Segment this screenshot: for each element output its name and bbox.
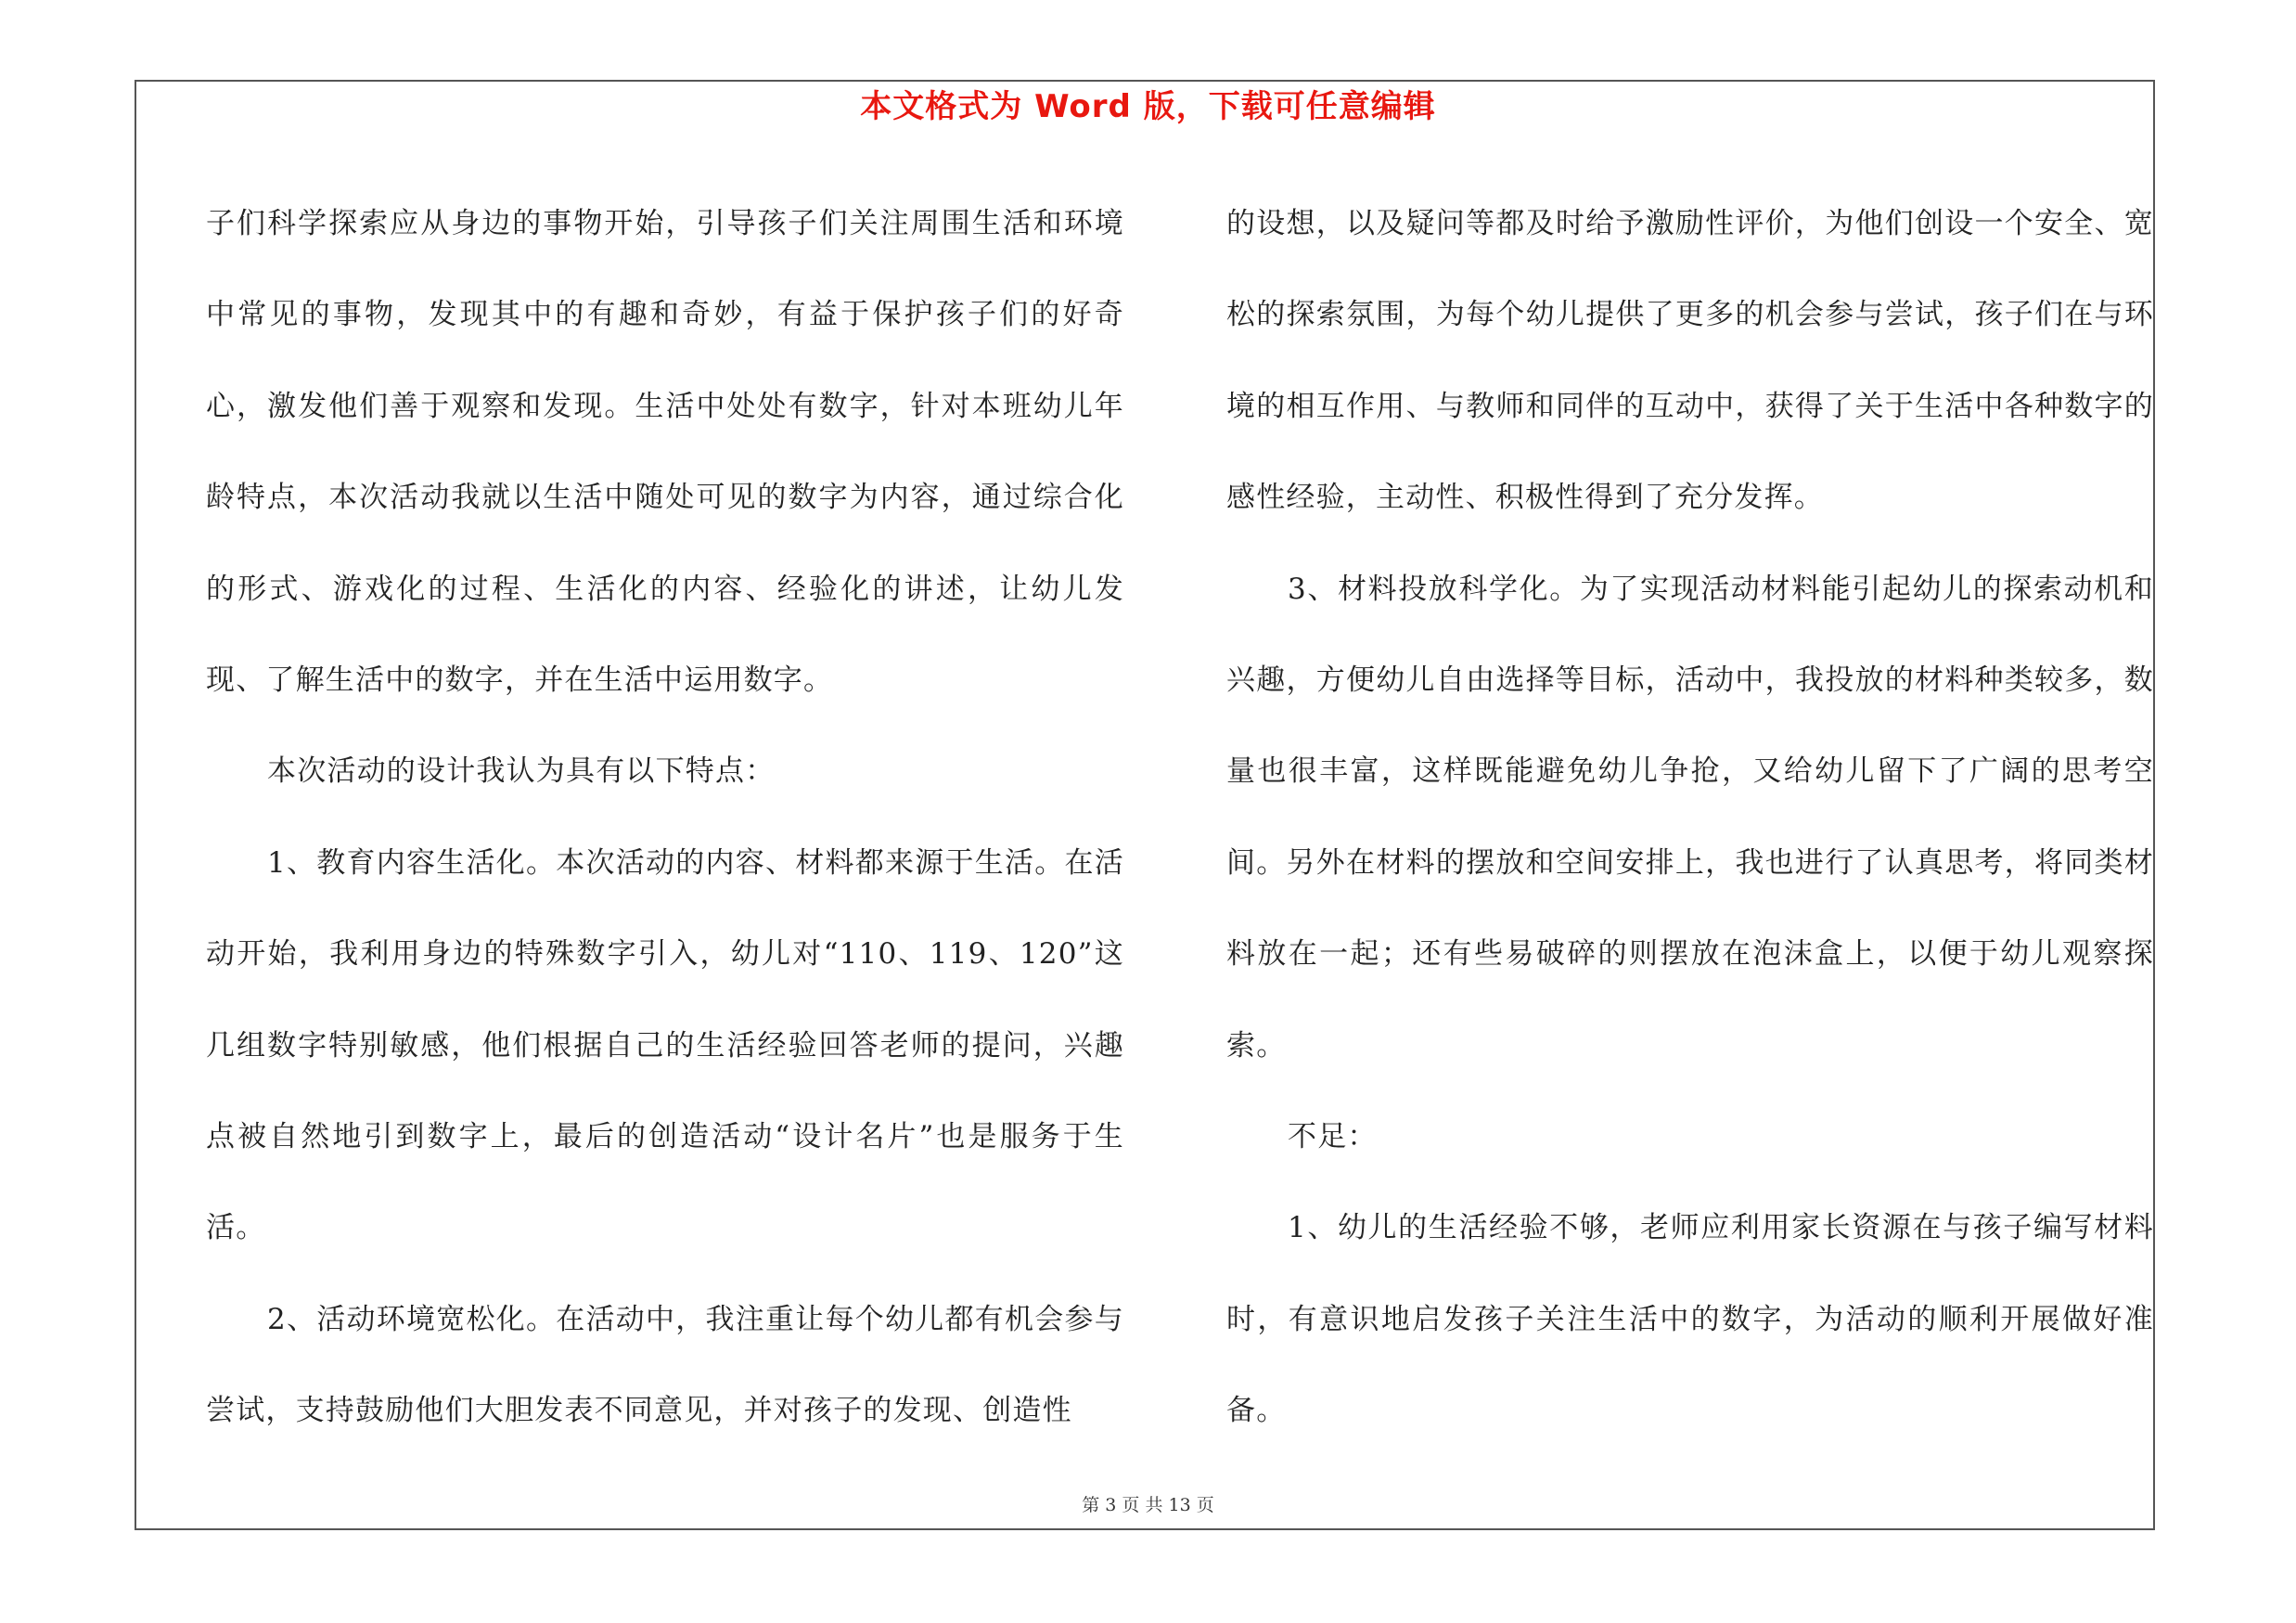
paragraph-shortcomings-heading: 不足： [1288,1120,1378,1154]
paragraph-features-intro: 本次活动的设计我认为具有以下特点： [267,754,776,789]
paragraph-continued: 子们科学探索应从身边的事物开始，引导孩子们关注周围生活和环境中常见的事物，发现其中的有趣和奇妙，有益于保护孩子们的好奇心，激发他们善于观察和发现。生活中处处有数字，针对本班幼儿年龄特点，本次活动我就以生活中随处可见的数字为内容，通过综合化的形式、游戏化的过程、生活化的内容、经验化的讲述，让幼儿发现、了解生活中的数字，并在生活中运用数字。 [206,207,1124,698]
page-suffix: 页 [1196,1495,1214,1515]
page-prefix: 第 [1082,1495,1100,1515]
page-mid-text: 页 共 [1122,1495,1163,1515]
right-text-column [1226,178,2154,1457]
page-number-footer [0,1491,2296,1519]
format-notice-banner: 本文格式为 Word 版，下载可任意编辑 [860,88,1436,125]
paragraph-point-2: 2、活动环境宽松化。在活动中，我注重让每个幼儿都有机会参与尝试，支持鼓励他们大胆发表不同意见，并对孩子的发现、创造性 [206,1302,1124,1428]
current-page-number: 3 [1105,1495,1117,1515]
paragraph-point-2-continued: 的设想，以及疑问等都及时给予激励性评价，为他们创设一个安全、宽松的探索氛围，为每个幼儿提供了更多的机会参与尝试，孩子们在与环境的相互作用、与教师和同伴的互动中，获得了关于生活中各种数字的感性经验，主动性、积极性得到了充分发挥。 [1226,207,2154,515]
left-text-column [206,178,1124,1457]
paragraph-point-1: 1、教育内容生活化。本次活动的内容、材料都来源于生活。在活动开始，我利用身边的特殊数字引入，幼儿对“110、119、120”这几组数字特别敏感，他们根据自己的生活经验回答老师的提问，兴趣点被自然地引到数字上，最后的创造活动“设计名片”也是服务于生活。 [206,845,1124,1245]
paragraph-point-3: 3、材料投放科学化。为了实现活动材料能引起幼儿的探索动机和兴趣，方便幼儿自由选择等目标，活动中，我投放的材料种类较多，数量也很丰富，这样既能避免幼儿争抢，又给幼儿留下了广阔的思考空间。另外在材料的摆放和空间安排上，我也进行了认真思考，将同类材料放在一起；还有些易破碎的则摆放在泡沫盒上，以便于幼儿观察探索。 [1226,572,2154,1063]
total-page-count: 13 [1168,1495,1191,1515]
paragraph-shortcoming-1: 1、幼儿的生活经验不够，老师应利用家长资源在与孩子编写材料时，有意识地启发孩子关注生活中的数字，为活动的顺利开展做好准备。 [1226,1211,2154,1428]
